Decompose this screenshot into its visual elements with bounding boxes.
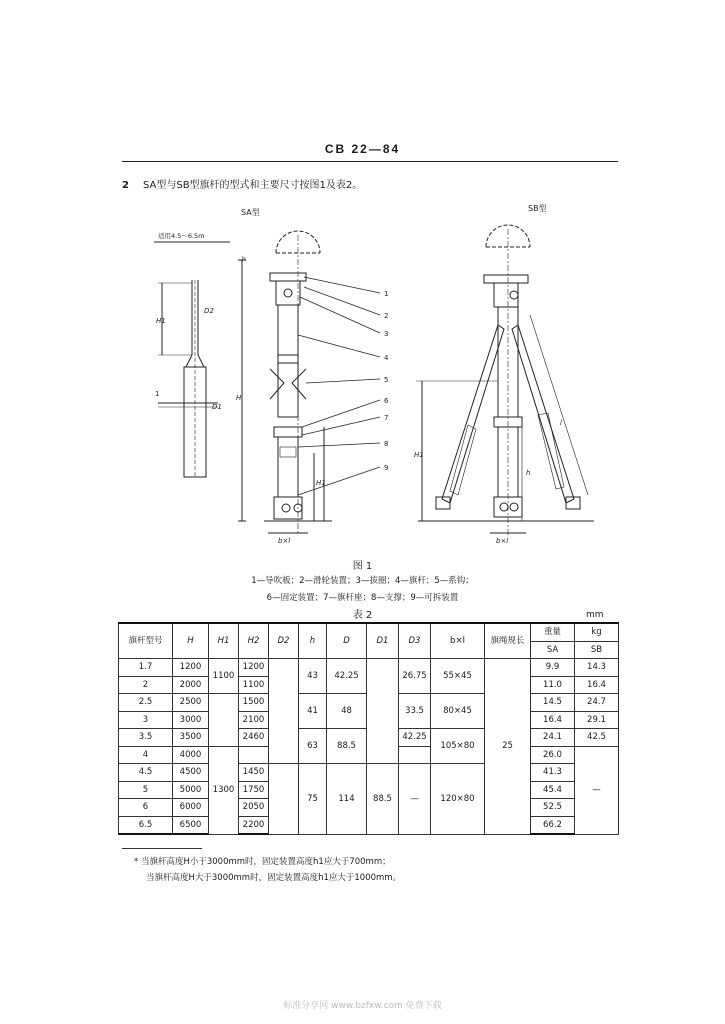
- header-D1: D1: [367, 623, 399, 659]
- cell-D2-empty: [269, 764, 299, 835]
- header-model: 旗杆型号: [119, 623, 173, 659]
- cell-H2: 2100: [239, 711, 269, 729]
- figure-1-drawing: [118, 195, 608, 550]
- cell-model: 5: [119, 781, 173, 799]
- figure-title: 图 1: [352, 561, 373, 572]
- header-sb: SB: [575, 641, 619, 659]
- dim-d-detail: D1: [212, 403, 222, 411]
- intro-paragraph: [122, 176, 362, 191]
- header-h: h: [299, 623, 327, 659]
- header-sa: SA: [531, 641, 575, 659]
- callout-5: 5: [384, 376, 389, 384]
- dim-l-sb: l: [560, 419, 562, 427]
- cell-model: 6.5: [119, 816, 173, 834]
- header-H: H: [173, 623, 209, 659]
- intro-text: SA型与SB型旗杆的型式和主要尺寸按图1及表2。: [142, 180, 363, 191]
- cell-h: 75: [299, 764, 327, 835]
- footnote-rule: [122, 848, 202, 849]
- figure-legend-line-1: 1—导吹板；2—滑轮装置；3—拔圈；4—旗杆；5—系钩；: [251, 576, 474, 586]
- table-unit: mm: [586, 610, 604, 620]
- cell-H1-empty: [209, 694, 239, 747]
- header-weight: 重量: [531, 623, 575, 641]
- cell-sb: 16.4: [575, 676, 619, 694]
- figure-legend-line-2: 6—固定装置；7—旗杆座；8—支撑；9—可拆装置: [266, 593, 459, 603]
- cell-h: 63: [299, 729, 327, 764]
- cell-sb: 14.3: [575, 659, 619, 677]
- cell-sa: 14.5: [531, 694, 575, 712]
- cell-bxl: 55×45: [431, 659, 485, 694]
- cell-H1: 1300: [209, 746, 239, 834]
- cell-D1: 88.5: [367, 764, 399, 835]
- cell-sa: 41.3: [531, 764, 575, 782]
- cell-H: 4000: [173, 746, 209, 764]
- cell-H: 2000: [173, 676, 209, 694]
- callout-leaders: [298, 277, 380, 495]
- cell-D1-empty: [367, 659, 399, 764]
- table-row: [119, 659, 619, 677]
- cell-H2: 1500: [239, 694, 269, 712]
- spec-table: [118, 622, 619, 835]
- cell-D3: 33.5: [399, 694, 431, 729]
- dim-h1-sa: H1: [316, 479, 326, 487]
- cell-H: 3000: [173, 711, 209, 729]
- range-note: 适用4.5～6.5m: [158, 232, 205, 240]
- cell-H: 1200: [173, 659, 209, 677]
- cell-H: 2500: [173, 694, 209, 712]
- header-bxl: b×l: [431, 623, 485, 659]
- cell-H2: 2200: [239, 816, 269, 834]
- cell-D3: 26.75: [399, 659, 431, 694]
- sb-pole: [416, 225, 594, 535]
- cell-sa: 66.2: [531, 816, 575, 834]
- cell-model: 1.7: [119, 659, 173, 677]
- header-D3: D3: [399, 623, 431, 659]
- cell-H2: 2050: [239, 799, 269, 817]
- cell-model: 4: [119, 746, 173, 764]
- header-D: D: [327, 623, 367, 659]
- cell-sa: 16.4: [531, 711, 575, 729]
- callout-9: 9: [384, 464, 389, 472]
- cell-sb: 42.5: [575, 729, 619, 747]
- callout-1: 1: [384, 290, 389, 298]
- cell-D3: —: [399, 764, 431, 835]
- cell-H: 6000: [173, 799, 209, 817]
- cell-model: 3.5: [119, 729, 173, 747]
- cell-H: 3500: [173, 729, 209, 747]
- cell-sa: 9.9: [531, 659, 575, 677]
- cell-H2: 1200: [239, 659, 269, 677]
- cell-D: 88.5: [327, 729, 367, 764]
- table-title: 表 2: [352, 610, 373, 621]
- cell-bxl: 105×80: [431, 729, 485, 764]
- dim-bxl-sb: b×l: [496, 537, 509, 545]
- header-H2: H2: [239, 623, 269, 659]
- header-kg: kg: [575, 623, 619, 641]
- cell-H: 4500: [173, 764, 209, 782]
- callout-4: 4: [384, 354, 389, 362]
- dim-h1-detail: H1: [156, 317, 166, 325]
- watermark: 标准分享网 www.bzfxw.com 免费下载: [283, 1001, 442, 1011]
- cell-model: 2: [119, 676, 173, 694]
- cell-H2: 1100: [239, 676, 269, 694]
- header-rope-length: 旗绳规长: [485, 623, 531, 659]
- cell-sb: 29.1: [575, 711, 619, 729]
- callout-7: 7: [384, 414, 389, 422]
- header-rule: [122, 161, 618, 162]
- cell-sa: 52.5: [531, 799, 575, 817]
- dim-d2-detail: D2: [204, 307, 214, 315]
- cell-D3-empty: [399, 746, 431, 764]
- callout-3: 3: [384, 330, 389, 338]
- document-code: CB 22—84: [324, 142, 401, 156]
- label-sb-type: SB型: [528, 204, 547, 213]
- cell-bxl: 120×80: [431, 764, 485, 835]
- callout-detail-1: 1: [155, 390, 160, 398]
- header-H1: H1: [209, 623, 239, 659]
- callout-6: 6: [384, 397, 389, 405]
- cell-H1: 1100: [209, 659, 239, 694]
- cell-bxl: 80×45: [431, 694, 485, 729]
- cell-H2: 1450: [239, 764, 269, 782]
- cell-sa: 26.0: [531, 746, 575, 764]
- footnote-line-1: * 当旗杆高度H小于3000mm时，固定装置高度h1应大于700mm；: [134, 857, 391, 867]
- cell-model: 3: [119, 711, 173, 729]
- cell-D3: 42.25: [399, 729, 431, 747]
- dim-h1-sb: H1: [414, 451, 424, 459]
- cell-sb: —: [575, 746, 619, 834]
- cell-H2: 1750: [239, 781, 269, 799]
- dim-h-small-sb: h: [526, 469, 531, 477]
- section-number: 2: [122, 180, 129, 191]
- label-sa-type: SA型: [241, 208, 260, 217]
- cell-h: 41: [299, 694, 327, 729]
- cell-H: 6500: [173, 816, 209, 834]
- dim-h-small-sa: h: [242, 256, 246, 263]
- cell-D2-empty: [269, 659, 299, 764]
- footnote-line-2: 当旗杆高度H大于3000mm时，固定装置高度h1应大于1000mm。: [146, 873, 402, 883]
- cell-D: 114: [327, 764, 367, 835]
- callout-8: 8: [384, 440, 389, 448]
- cell-D: 42.25: [327, 659, 367, 694]
- callout-2: 2: [384, 312, 389, 320]
- cell-sb: 24.7: [575, 694, 619, 712]
- cell-h: 43: [299, 659, 327, 694]
- cell-H2-empty: [239, 746, 269, 764]
- header-D2: D2: [269, 623, 299, 659]
- cell-rope-length: 25: [485, 659, 531, 835]
- cell-model: 2.5: [119, 694, 173, 712]
- dim-h-sa: H: [236, 394, 242, 402]
- sa-pole: [238, 231, 332, 535]
- dim-bxl-sa: b×l: [278, 537, 291, 545]
- cell-D: 48: [327, 694, 367, 729]
- cell-H2: 2460: [239, 729, 269, 747]
- cell-model: 4.5: [119, 764, 173, 782]
- cell-sa: 45.4: [531, 781, 575, 799]
- cell-H: 5000: [173, 781, 209, 799]
- cell-sa: 24.1: [531, 729, 575, 747]
- cell-sa: 11.0: [531, 676, 575, 694]
- cell-model: 6: [119, 799, 173, 817]
- table-row: [119, 764, 619, 782]
